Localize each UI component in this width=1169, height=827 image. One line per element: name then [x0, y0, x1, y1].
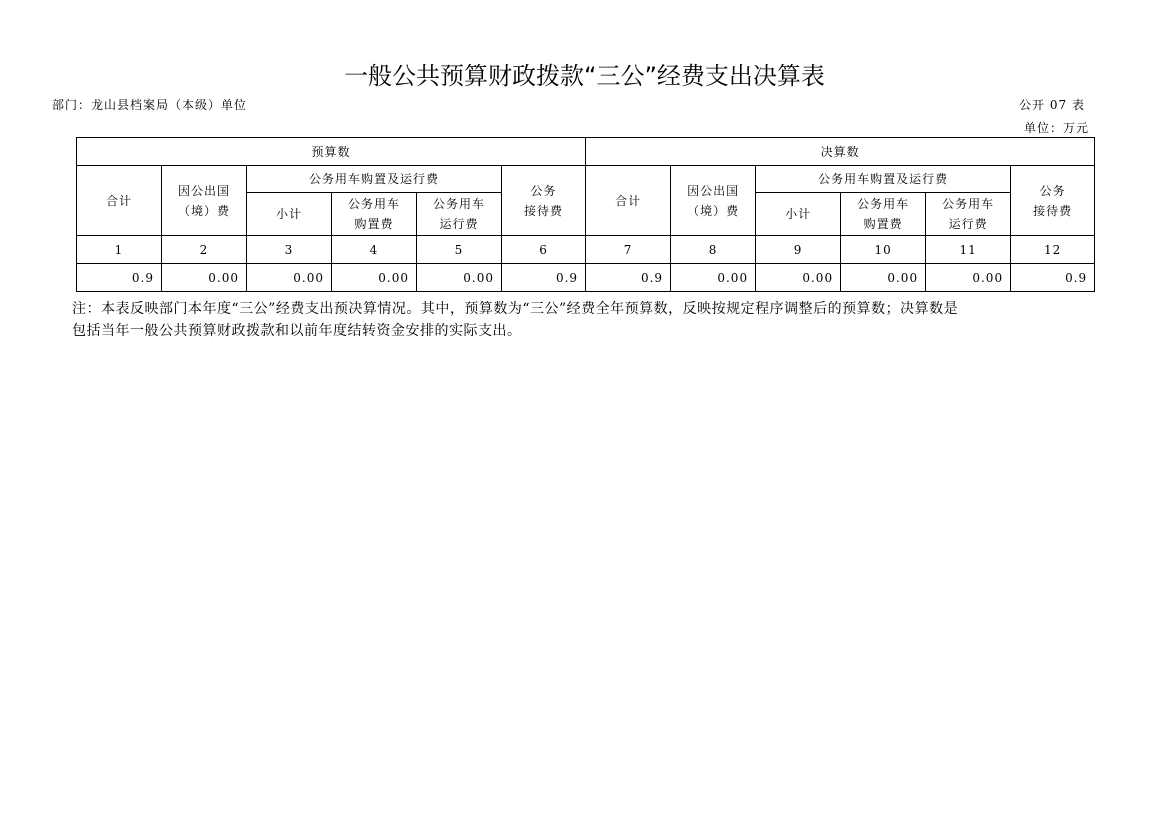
actual-total-value: 0.9	[586, 264, 671, 292]
table-row	[77, 264, 1095, 292]
actual-vehicle-running-value: 0.00	[926, 264, 1011, 292]
budget-total-value: 0.9	[77, 264, 162, 292]
budget-group-header: 预算数	[77, 138, 586, 166]
column-number: 5	[417, 236, 502, 264]
actual-vehicle-purchase-value: 0.00	[841, 264, 926, 292]
budget-vehicle-group-header: 公务用车购置及运行费	[247, 166, 502, 193]
column-number: 8	[671, 236, 756, 264]
form-number: 公开 07 表	[1019, 98, 1085, 112]
budget-vehicle-running-header: 公务用车 运行费	[417, 193, 502, 236]
column-number: 7	[586, 236, 671, 264]
actual-reception-header: 公务 接待费	[1011, 166, 1095, 236]
budget-reception-header: 公务 接待费	[502, 166, 586, 236]
budget-vehicle-running-value: 0.00	[417, 264, 502, 292]
actual-vehicle-purchase-header: 公务用车 购置费	[841, 193, 926, 236]
budget-reception-value: 0.9	[502, 264, 586, 292]
column-number: 3	[247, 236, 332, 264]
actual-reception-value: 0.9	[1011, 264, 1095, 292]
budget-subtotal-header: 小计	[247, 193, 332, 236]
column-number: 10	[841, 236, 926, 264]
column-number: 6	[502, 236, 586, 264]
actual-vehicle-running-header: 公务用车 运行费	[926, 193, 1011, 236]
column-number: 11	[926, 236, 1011, 264]
three-public-expenses-table	[76, 137, 1095, 292]
column-number: 4	[332, 236, 417, 264]
footnote-line-2: 包括当年一般公共预算财政拨款和以前年度结转资金安排的实际支出。	[72, 323, 522, 339]
actual-total-header: 合计	[586, 166, 671, 236]
actual-abroad-header: 因公出国 （境）费	[671, 166, 756, 236]
footnote	[72, 298, 1132, 342]
budget-abroad-value: 0.00	[162, 264, 247, 292]
actual-subtotal-header: 小计	[756, 193, 841, 236]
budget-total-header: 合计	[77, 166, 162, 236]
actual-abroad-value: 0.00	[671, 264, 756, 292]
column-number: 12	[1011, 236, 1095, 264]
actual-vehicle-group-header: 公务用车购置及运行费	[756, 166, 1011, 193]
budget-abroad-header: 因公出国 （境）费	[162, 166, 247, 236]
unit-label: 单位：万元	[1023, 121, 1089, 135]
column-number: 2	[162, 236, 247, 264]
budget-vehicle-subtotal-value: 0.00	[247, 264, 332, 292]
actual-group-header: 决算数	[586, 138, 1095, 166]
page-title: 一般公共预算财政拨款“三公”经费支出决算表	[344, 62, 825, 90]
budget-vehicle-purchase-header: 公务用车 购置费	[332, 193, 417, 236]
column-number: 9	[756, 236, 841, 264]
column-number: 1	[77, 236, 162, 264]
department-label: 部门：龙山县档案局（本级）单位	[52, 98, 248, 112]
footnote-line-1: 注：本表反映部门本年度“三公”经费支出预决算情况。其中，预算数为“三公”经费全年预算数，反映按规定程序调整后的预算数；决算数是	[72, 301, 959, 317]
actual-vehicle-subtotal-value: 0.00	[756, 264, 841, 292]
column-number-row	[77, 236, 1095, 264]
budget-vehicle-purchase-value: 0.00	[332, 264, 417, 292]
